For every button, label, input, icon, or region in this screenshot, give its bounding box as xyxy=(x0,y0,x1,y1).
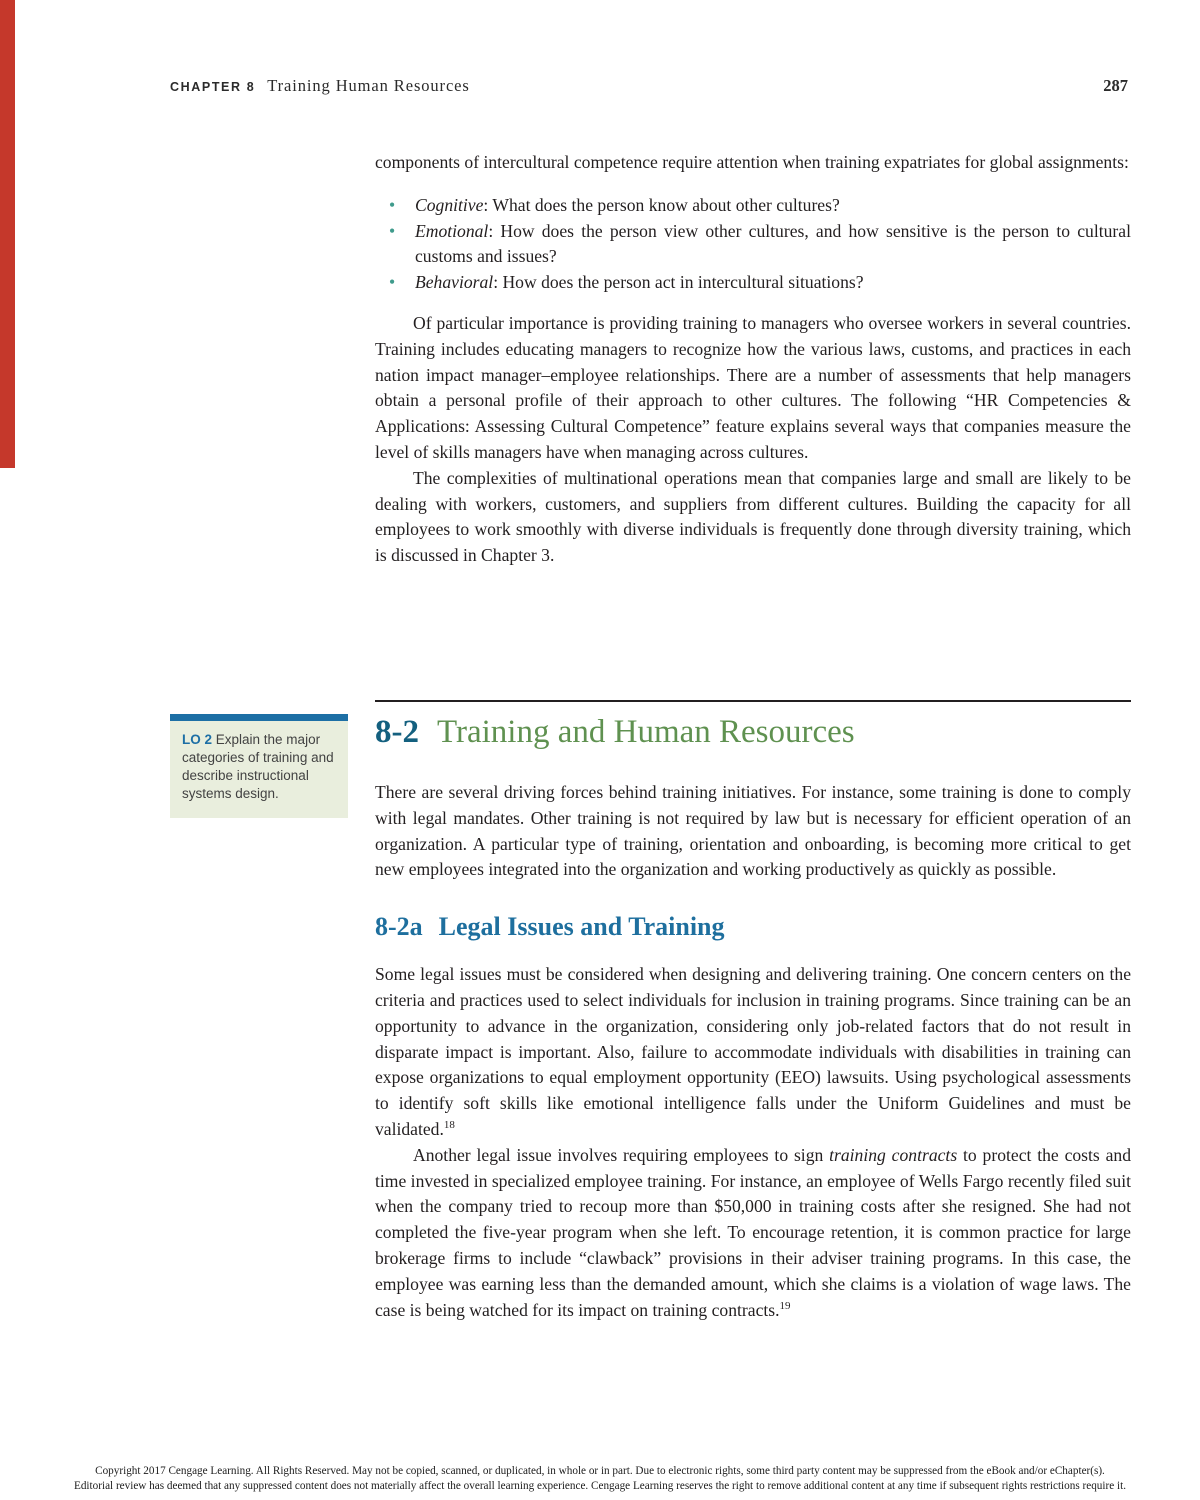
bullet-term: Cognitive xyxy=(415,194,484,215)
list-item-behavioral xyxy=(415,270,1131,296)
learning-objective-text: Explain the major categories of training and describe instructional systems design. xyxy=(182,732,334,801)
copyright-footer xyxy=(12,1464,1188,1493)
copyright-line-2: Editorial review has deemed that any suppressed content does not materially affect the overall learning experience. Cengage Learning reserves the right to remove additional content at any time if subsequent rights restrictions require it. xyxy=(74,1479,1126,1492)
bullet-term: Emotional xyxy=(415,220,489,241)
learning-objective-box xyxy=(170,714,348,818)
bullet-text: : How does the person view other cultures, and how sensitive is the person to cultural customs and issues? xyxy=(415,220,1131,267)
section-heading xyxy=(375,711,1131,753)
page-edge-accent-bar xyxy=(0,0,15,468)
section-8-2 xyxy=(375,700,1131,1323)
subsection-number: 8-2a xyxy=(375,912,423,942)
paragraph-training-contracts xyxy=(375,1143,1131,1324)
section-title: Training and Human Resources xyxy=(437,714,855,750)
subsection-heading xyxy=(375,911,1131,943)
learning-objective-top-bar xyxy=(170,714,348,721)
competence-bullet-list xyxy=(375,193,1131,296)
paragraph-driving-forces: There are several driving forces behind training initiatives. For instance, some training is done to comply with legal mandates. Other training is not required by law but is necessary for efficient operation of an organization. A particular type of training, orientation and onboarding, is becoming more critical to get new employees integrated into the organization and working productively as quickly as possible. xyxy=(375,782,1131,880)
intro-lead-paragraph: components of intercultural competence require attention when training expatriates for global assignments: xyxy=(375,152,1129,172)
learning-objective-body xyxy=(170,721,348,818)
paragraph-text: Some legal issues must be considered when designing and delivering training. One concern centers on the criteria and practices used to select individuals for inclusion in training programs. Since training can be an opportunity to advance in the organization, considering only job-related factors that do not result in disparate impact is important. Also, failure to accommodate individuals with disabilities in training can expose organizations to equal employment opportunity (EEO) lawsuits. Using psychological assessments to identify soft skills like emotional intelligence falls under the Uniform Guidelines and must be validated. xyxy=(375,964,1131,1139)
intro-content xyxy=(375,150,1131,569)
paragraph-text: to protect the costs and time invested in specialized employee training. For instance, an employee of Wells Fargo recently filed suit when the company tried to recoup more than $50,000 in training costs after she resigned. She had not completed the five-year program when she left. To encourage retention, it is common practice for large brokerage firms to include “clawback” provisions in their adviser training programs. In this case, the employee was earning less than the demanded amount, which she claims is a violation of wage laws. The case is being watched for its impact on training contracts. xyxy=(375,1144,1132,1320)
footnote-reference-19: 19 xyxy=(779,1299,791,1312)
list-item-cognitive xyxy=(415,193,1131,219)
paragraph-managers-training: Of particular importance is providing training to managers who oversee workers in several countries. Training includes educating managers to recognize how the various laws, customs, and practices in each nation impact manager–employee relationships. There are a number of assessments that help managers obtain a personal profile of their approach to other cultures. The following “HR Competencies & Applications: Assessing Cultural Competence” feature explains several ways that companies measure the level of skills managers have when managing across cultures. xyxy=(375,312,1131,462)
section-divider-rule xyxy=(375,700,1131,702)
chapter-title: Training Human Resources xyxy=(267,76,470,95)
running-head xyxy=(170,76,1128,96)
page-number: 287 xyxy=(1103,76,1128,95)
bullet-term: Behavioral xyxy=(415,272,494,293)
chapter-label: CHAPTER 8 xyxy=(170,80,256,94)
paragraph-multinational-complexities: The complexities of multinational operations mean that companies large and small are likely to be dealing with workers, customers, and suppliers from different cultures. Building the capacity for all employees to work smoothly with diverse individuals is frequently done through diversity training, which is discussed in Chapter 3. xyxy=(375,467,1131,566)
list-item-emotional xyxy=(415,219,1131,271)
bullet-text: : What does the person know about other cultures? xyxy=(483,194,840,215)
learning-objective-label: LO 2 xyxy=(182,732,213,747)
footnote-reference-18: 18 xyxy=(443,1119,455,1132)
paragraph-text: Another legal issue involves requiring employees to sign xyxy=(413,1144,830,1165)
emphasized-term: training contracts xyxy=(829,1144,958,1165)
copyright-line-1: Copyright 2017 Cengage Learning. All Rights Reserved. May not be copied, scanned, or duplicated, in whole or in part. Due to electronic rights, some third party content may be suppressed from the eBook and/or eChapter(s). xyxy=(95,1465,1105,1477)
paragraph-legal-issues xyxy=(375,962,1131,1143)
bullet-text: : How does the person act in intercultural situations? xyxy=(493,272,864,293)
section-number: 8-2 xyxy=(375,714,419,750)
subsection-title: Legal Issues and Training xyxy=(438,912,725,942)
running-head-left xyxy=(170,76,470,96)
